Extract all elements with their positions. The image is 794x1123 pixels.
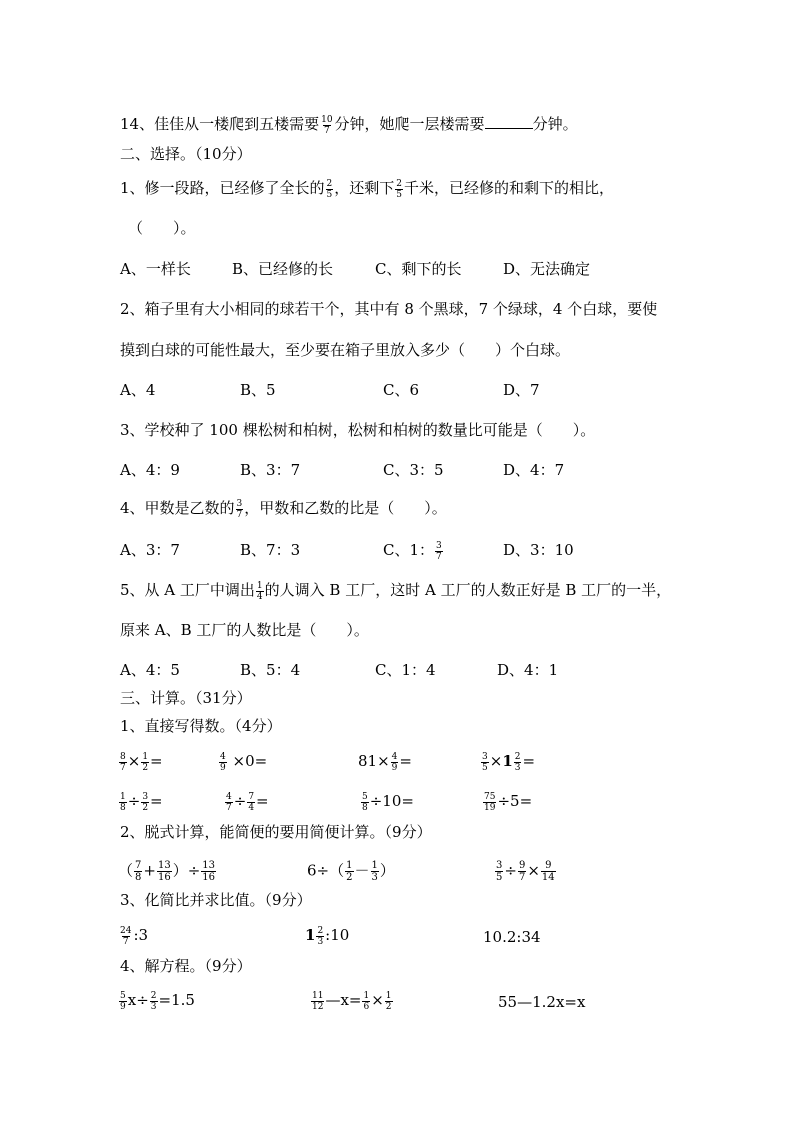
fraction: $\frac{2}{5}$ <box>396 178 403 200</box>
s3-expr-2[interactable]: 1 $\frac{2}{3}$ :10 <box>305 925 350 947</box>
c5-text-b: 的人调入 B 工厂，这时 A 工厂的人数正好是 B 工厂的一半， <box>264 581 672 599</box>
choice-5-line1 <box>120 580 671 602</box>
choice-4 <box>120 498 447 520</box>
choice-2-line2: 摸到白球的可能性最大，至少要在箱子里放入多少（ ）个白球。 <box>120 341 571 359</box>
c1-text-c: 千米，已经修的和剩下的相比， <box>404 179 615 197</box>
s2-expr-2[interactable]: 6÷（ $\frac{1}{2}$ － $\frac{1}{3}$ ） <box>307 860 395 883</box>
choice-3: 3、学校种了 100 棵松树和柏树，松树和柏树的数量比可能是（ ）。 <box>120 421 596 439</box>
c4-option-c[interactable]: C、1： $\frac{3}{7}$ <box>383 540 442 562</box>
calc-r2-2[interactable]: $\frac{4}{7}$ ÷ $\frac{7}{4}$ = <box>226 791 269 813</box>
c4-option-a[interactable]: A、3：7 <box>120 541 180 559</box>
c2-option-d[interactable]: D、7 <box>503 381 540 399</box>
fraction: $\frac{2}{5}$ <box>326 178 333 200</box>
question-14 <box>120 114 578 136</box>
choice-1 <box>120 178 614 200</box>
q14-text-a: 14、佳佳从一楼爬到五楼需要 <box>120 115 320 133</box>
c5-text-a: 5、从 A 工厂中调出 <box>120 581 255 599</box>
c1-option-c[interactable]: C、剩下的长 <box>375 260 462 278</box>
calc-r1-4[interactable]: $\frac{3}{5}$ ×1 $\frac{2}{3}$ = <box>482 751 536 773</box>
c1-text-a: 1、修一段路，已经修了全长的 <box>120 179 325 197</box>
choice-5-line2: 原来 A、B 工厂的人数比是（ ）。 <box>120 621 369 639</box>
calc-r2-3[interactable]: $\frac{5}{8}$ ÷10= <box>362 791 414 813</box>
q14-text-c: 分钟。 <box>532 115 578 133</box>
fraction: $\frac{10}{7}$ <box>321 114 333 136</box>
calc-r1-1[interactable]: $\frac{8}{7}$ × $\frac{1}{2}$ = <box>120 751 163 773</box>
s4-eq-2[interactable]: $\frac{11}{12}$ —x= $\frac{1}{6}$ × $\frac{1}{2}$ <box>312 990 392 1012</box>
answer-blank[interactable] <box>485 114 533 129</box>
s4-title: 4、解方程。（9分） <box>120 957 252 975</box>
c3-option-a[interactable]: A、4：9 <box>120 461 180 479</box>
c5-option-b[interactable]: B、5：4 <box>240 661 301 679</box>
c2-option-c[interactable]: C、6 <box>383 381 420 399</box>
fraction: $\frac{1}{4}$ <box>256 580 263 602</box>
s2-expr-3[interactable]: $\frac{3}{5}$ ÷ $\frac{9}{7}$ × $\frac{9}{14}$ <box>496 860 555 883</box>
c5-option-c[interactable]: C、1：4 <box>375 661 436 679</box>
calc-r2-1[interactable]: $\frac{1}{8}$ ÷ $\frac{3}{2}$ = <box>120 791 163 813</box>
c4-text-a: 4、甲数是乙数的 <box>120 499 235 517</box>
c4-text-b: ，甲数和乙数的比是（ ）。 <box>244 499 447 517</box>
c5-option-a[interactable]: A、4：5 <box>120 661 180 679</box>
fraction: $\frac{3}{7}$ <box>236 498 243 520</box>
section-2-title: 二、选择。（10分） <box>120 145 252 163</box>
section-3-title: 三、计算。（31分） <box>120 689 252 707</box>
choice-1-paren[interactable]: （ ）。 <box>128 219 196 237</box>
fraction: $\frac{3}{7}$ <box>436 540 442 562</box>
c4-option-d[interactable]: D、3：10 <box>503 541 574 559</box>
c2-option-b[interactable]: B、5 <box>240 381 276 399</box>
s4-eq-3[interactable]: 55—1.2x=x <box>498 993 586 1011</box>
s1-title: 1、直接写得数。（4分） <box>120 717 282 735</box>
s2-title: 2、脱式计算，能简便的要用简便计算。（9分） <box>120 823 432 841</box>
c4-option-b[interactable]: B、7：3 <box>240 541 301 559</box>
s4-eq-1[interactable]: $\frac{5}{9}$ x÷ $\frac{2}{3}$ =1.5 <box>120 990 195 1012</box>
s2-expr-1[interactable]: （ $\frac{7}{8}$ + $\frac{13}{16}$ ）÷ $\frac{13}{16}$ <box>118 860 216 883</box>
c1-option-a[interactable]: A、一样长 <box>120 260 191 278</box>
c2-option-a[interactable]: A、4 <box>120 381 156 399</box>
c3-option-d[interactable]: D、4：7 <box>503 461 565 479</box>
calc-r2-4[interactable]: $\frac{75}{19}$ ÷5= <box>484 791 533 813</box>
c3-option-b[interactable]: B、3：7 <box>240 461 301 479</box>
s3-expr-1[interactable]: $\frac{24}{7}$ :3 <box>120 925 149 947</box>
c1-option-d[interactable]: D、无法确定 <box>503 260 591 278</box>
c5-option-d[interactable]: D、4：1 <box>497 661 559 679</box>
q14-text-b: 分钟，她爬一层楼需要 <box>334 115 485 133</box>
s3-title: 3、化简比并求比值。（9分） <box>120 891 312 909</box>
c3-option-c[interactable]: C、3：5 <box>383 461 444 479</box>
calc-r1-2[interactable]: $\frac{4}{9}$ ×0= <box>220 751 268 773</box>
s3-expr-3[interactable]: 10.2:34 <box>483 928 541 946</box>
calc-r1-3[interactable]: 81× $\frac{4}{9}$ = <box>358 751 412 773</box>
c1-text-b: ，还剩下 <box>334 179 395 197</box>
choice-2-line1: 2、箱子里有大小相同的球若干个，其中有 8 个黑球，7 个绿球，4 个白球，要使 <box>120 300 658 318</box>
c1-option-b[interactable]: B、已经修的长 <box>232 260 334 278</box>
